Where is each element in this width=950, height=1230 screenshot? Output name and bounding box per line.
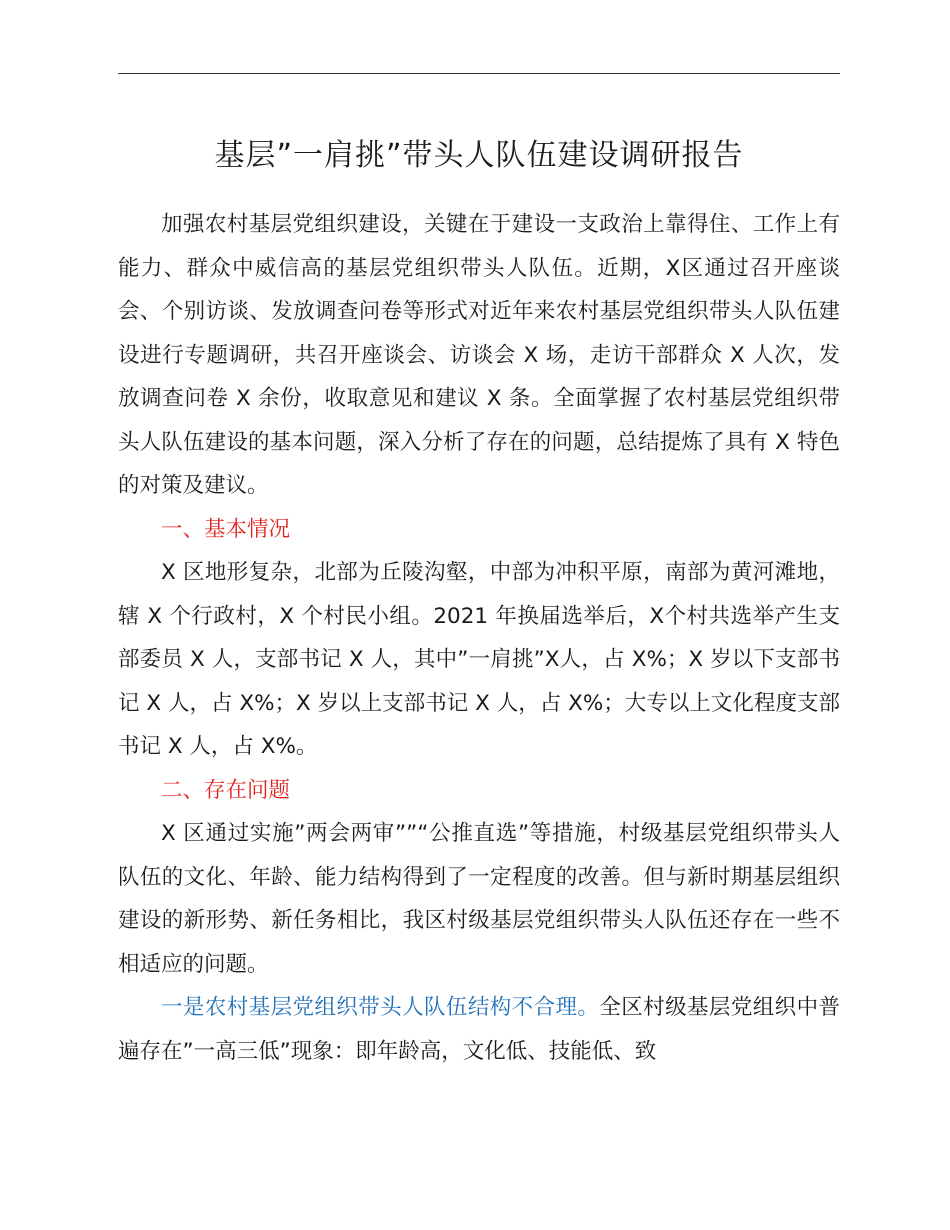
intro-paragraph: 加强农村基层党组织建设，关键在于建设一支政治上靠得住、工作上有能力、群众中威信高的基层党组织带头人队伍。近期，X区通过召开座谈会、个别访谈、发放调查问卷等形式对近年来农村基层党组织带头人队伍建设进行专题调研，共召开座谈会、访谈会 X 场，走访干部群众 X 人次，发放调查问卷 X 余份，收取意见和建议 X 条。全面掌握了农村基层党组织带头人队伍建设的基本问题，深入分析了存在的问题，总结提炼了具有 X 特色的对策及建议。 bbox=[118, 212, 840, 498]
problem-point-title: 一是农村基层党组织带头人队伍结构不合理。 bbox=[161, 995, 600, 1020]
top-divider bbox=[118, 73, 840, 74]
problem-point-body: 全区村级基层党组织中普遍存在”一高三低”现象：即年龄高，文化低、技能低、致 bbox=[118, 995, 840, 1064]
problem-point-paragraph bbox=[118, 986, 840, 1073]
document-title: 基层”一肩挑”带头人队伍建设调研报告 bbox=[214, 138, 744, 173]
section-basic-paragraph: X 区地形复杂，北部为丘陵沟壑，中部为冲积平原，南部为黄河滩地，辖 X 个行政村，X 个村民小组。2021 年换届选举后，X个村共选举产生支部委员 X 人，支部书记 X 人，其中”一肩挑”X人，占 X%；X 岁以下支部书记 X 人，占 X%；X 岁以上支部书记 X 人，占 X%；大专以上文化程度支部书记 X 人，占 X%。 bbox=[118, 560, 840, 759]
document-body bbox=[118, 203, 840, 1073]
section-problems-paragraph: X 区通过实施”两会两审””“公推直选”等措施，村级基层党组织带头人队伍的文化、年龄、能力结构得到了一定程度的改善。但与新时期基层组织建设的新形势、新任务相比，我区村级基层党组织带头人队伍还存在一些不相适应的问题。 bbox=[118, 821, 840, 977]
section-heading-basic: 一、基本情况 bbox=[161, 516, 291, 542]
section-heading-problems: 二、存在问题 bbox=[161, 777, 291, 803]
